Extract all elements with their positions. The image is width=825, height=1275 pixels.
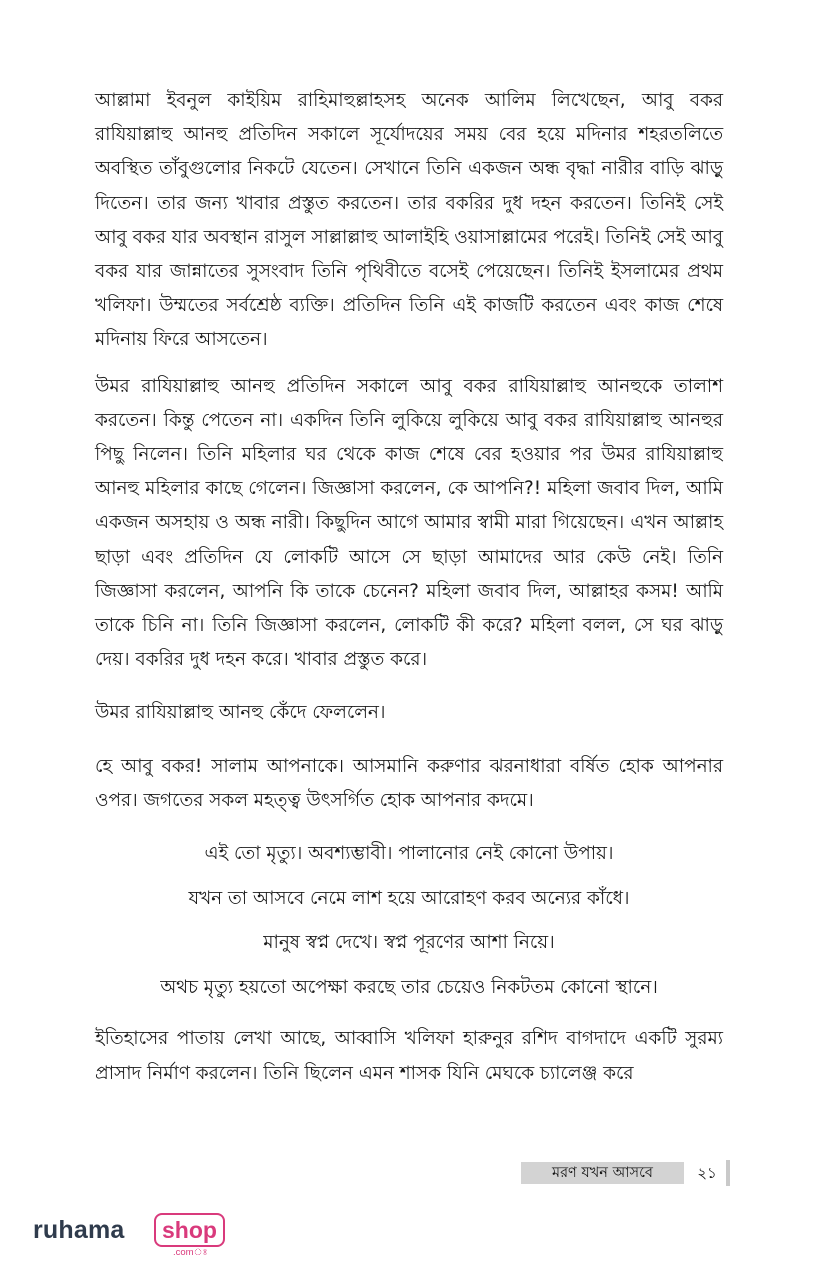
footer-divider	[726, 1160, 730, 1186]
ruhama-shop-logo	[33, 1212, 233, 1258]
poem-line: যখন তা আসবে নেমে লাশ হয়ে আরোহণ করব অন্যের কাঁধে।	[188, 887, 630, 909]
body-paragraph: উমর রাযিয়াল্লাহু আনহু প্রতিদিন সকালে আবু বকর রাযিয়াল্লাহু আনহুকে তালাশ করতেন। কিন্তু পেতেন না। একদিন তিনি লুকিয়ে লুকিয়ে আবু বকর রাযিয়াল্লাহু আনহুর পিছু নিলেন। তিনি মহিলার ঘর থেকে কাজ শেষে বের হওয়ার পর উমর রাযিয়াল্লাহু আনহু মহিলার কাছে গেলেন। জিজ্ঞাসা করলেন, কে আপনি?! মহিলা জবাব দিল, আমি একজন অসহায় ও অন্ধ নারী। কিছুদিন আগে আমার স্বামী মারা গিয়েছেন। এখন আল্লাহ ছাড়া এবং প্রতিদিন যে লোকটি আসে সে ছাড়া আমাদের আর কেউ নেই। তিনি জিজ্ঞাসা করলেন, আপনি কি তাকে চেনেন? মহিলা জবাব দিল, আল্লাহর কসম! আমি তাকে চিনি না। তিনি জিজ্ঞাসা করলেন, লোকটি কী করে? মহিলা বলল, সে ঘর ঝাড়ু দেয়। বকরির দুধ দহন করে। খাবার প্রস্তুত করে।	[95, 375, 723, 671]
chapter-title: মরণ যখন আসবে	[521, 1162, 684, 1184]
page-footer	[521, 1160, 736, 1186]
logo-text-shop: shop	[154, 1213, 225, 1247]
body-paragraph: উমর রাযিয়াল্লাহু আনহু কেঁদে ফেললেন।	[95, 702, 386, 724]
poem-line: এই তো মৃত্যু। অবশ্যম্ভাবী। পালানোর নেই কোনো উপায়।	[204, 843, 614, 865]
body-paragraph: আল্লামা ইবনুল কাইয়িম রাহিমাহুল্লাহসহ অনেক আলিম লিখেছেন, আবু বকর রাযিয়াল্লাহু আনহু প্রতিদিন সকালে সূর্যোদয়ের সময় বের হয়ে মদিনার শহরতলিতে অবস্থিত তাঁবুগুলোর নিকটে যেতেন। সেখানে তিনি একজন অন্ধ বৃদ্ধা নারীর বাড়ি ঝাড়ু দিতেন। তার জন্য খাবার প্রস্তুত করতেন। তার বকরির দুধ দহন করতেন। তিনিই সেই আবু বকর যার অবস্থান রাসুল সাল্লাল্লাহু আলাইহি ওয়াসাল্লামের পরেই। তিনিই সেই আবু বকর যার জান্নাতের সুসংবাদ তিনি পৃথিবীতে বসেই পেয়েছেন। তিনিই ইসলামের প্রথম খলিফা। উম্মতের সর্বশ্রেষ্ঠ ব্যক্তি। প্রতিদিন তিনি এই কাজটি করতেন এবং কাজ শেষে মদিনায় ফিরে আসতেন।	[95, 90, 723, 351]
poem-block	[95, 832, 723, 1010]
poem-line: অথচ মৃত্যু হয়তো অপেক্ষা করছে তার চেয়েও নিকটতম কোনো স্থানে।	[160, 976, 658, 998]
poem-line: মানুষ স্বপ্ন দেখে। স্বপ্ন পূরণের আশা নিয়ে।	[263, 932, 555, 954]
page-number: ২১	[697, 1164, 717, 1182]
logo-text-ruhama: ruhama	[33, 1216, 125, 1244]
page-body	[95, 84, 723, 1091]
logo-text-com: .comঃ	[173, 1247, 208, 1258]
body-paragraph: হে আবু বকর! সালাম আপনাকে। আসমানি করুণার ঝরনাধারা বর্ষিত হোক আপনার ওপর। জগতের সকল মহত্ত্ব উৎসর্গিত হোক আপনার কদমে।	[95, 755, 723, 811]
body-paragraph: ইতিহাসের পাতায় লেখা আছে, আব্বাসি খলিফা হারুনুর রশিদ বাগদাদে একটি সুরম্য প্রাসাদ নির্মাণ করলেন। তিনি ছিলেন এমন শাসক যিনি মেঘকে চ্যালেঞ্জ করে	[95, 1028, 723, 1084]
